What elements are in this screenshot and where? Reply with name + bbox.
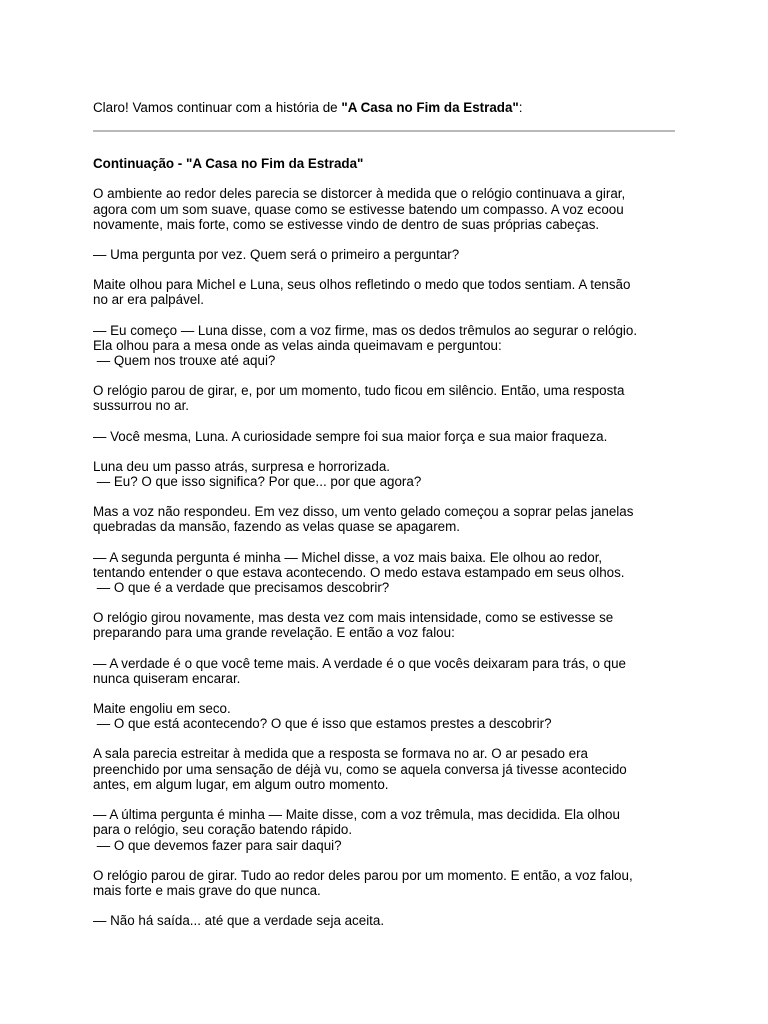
paragraph-line: quebradas da mansão, fazendo as velas quase se apagarem.: [93, 519, 461, 535]
story-paragraph: [93, 504, 683, 534]
horizontal-divider: [93, 130, 675, 132]
story-body: [93, 186, 683, 928]
paragraph-line: — Você mesma, Luna. A curiosidade sempre foi sua maior força e sua maior fraqueza.: [93, 428, 608, 444]
story-paragraph: [93, 550, 683, 596]
story-paragraph: [93, 323, 683, 369]
paragraph-line: — A última pergunta é minha — Maite disse, com a voz trêmula, mas decidida. Ela olhou: [93, 807, 620, 823]
paragraph-line: mais forte e mais grave do que nunca.: [93, 882, 321, 898]
story-paragraph: [93, 656, 683, 686]
story-paragraph: [93, 610, 683, 640]
intro-suffix: :: [518, 100, 523, 115]
story-paragraph: [93, 429, 683, 444]
paragraph-line: Maite engoliu em seco.: [93, 701, 231, 717]
story-paragraph: [93, 701, 683, 731]
paragraph-line: — Quem nos trouxe até aqui?: [93, 353, 276, 369]
story-paragraph: [93, 277, 683, 307]
paragraph-line: O relógio parou de girar, e, por um momento, tudo ficou em silêncio. Então, uma resposta: [93, 383, 625, 399]
intro-line: [93, 100, 683, 115]
paragraph-line: nunca quiseram encarar.: [93, 670, 241, 686]
paragraph-line: preenchido por uma sensação de déjà vu, como se aquela conversa já tivesse acontecido: [93, 761, 627, 777]
story-paragraph: [93, 746, 683, 792]
paragraph-line: O relógio girou novamente, mas desta vez com mais intensidade, como se estivesse se: [93, 610, 614, 626]
intro-prefix: Claro! Vamos continuar com a história de: [93, 100, 342, 115]
paragraph-line: — Não há saída... até que a verdade seja aceita.: [93, 913, 385, 929]
paragraph-line: Luna deu um passo atrás, surpresa e horrorizada.: [93, 458, 390, 474]
paragraph-line: — O que devemos fazer para sair daqui?: [93, 837, 342, 853]
paragraph-line: Ela olhou para a mesa onde as velas ainda queimavam e perguntou:: [93, 337, 502, 353]
paragraph-line: Maite olhou para Michel e Luna, seus olhos refletindo o medo que todos sentiam. A tensão: [93, 277, 631, 293]
paragraph-line: preparando para uma grande revelação. E então a voz falou:: [93, 625, 455, 641]
story-paragraph: [93, 807, 683, 853]
story-paragraph: [93, 868, 683, 898]
story-paragraph: [93, 186, 683, 232]
paragraph-line: Mas a voz não respondeu. Em vez disso, um vento gelado começou a soprar pelas janelas: [93, 504, 634, 520]
paragraph-line: — O que é a verdade que precisamos descobrir?: [93, 580, 390, 596]
story-title: "A Casa no Fim da Estrada": [341, 100, 519, 115]
section-heading: Continuação - "A Casa no Fim da Estrada": [93, 156, 364, 172]
story-paragraph: [93, 383, 683, 413]
paragraph-line: — A verdade é o que você teme mais. A verdade é o que vocês deixaram para trás, o que: [93, 655, 626, 671]
paragraph-line: novamente, mais forte, como se estivesse vindo de dentro de suas próprias cabeças.: [93, 216, 600, 232]
paragraph-line: antes, em algum lugar, em algum outro momento.: [93, 776, 389, 792]
paragraph-line: O relógio parou de girar. Tudo ao redor deles parou por um momento. E então, a voz falou,: [93, 867, 633, 883]
paragraph-line: tentando entender o que estava acontecendo. O medo estava estampado em seus olhos.: [93, 564, 625, 580]
paragraph-line: sussurrou no ar.: [93, 398, 190, 414]
paragraph-line: — Eu? O que isso significa? Por que... por que agora?: [93, 474, 422, 490]
paragraph-line: — Eu começo — Luna disse, com a voz firme, mas os dedos trêmulos ao segurar o relógio.: [93, 322, 638, 338]
paragraph-line: O ambiente ao redor deles parecia se distorcer à medida que o relógio continuava a girar,: [93, 186, 626, 202]
paragraph-line: A sala parecia estreitar à medida que a resposta se formava no ar. O ar pesado era: [93, 746, 588, 762]
paragraph-line: no ar era palpável.: [93, 292, 204, 308]
paragraph-line: para o relógio, seu coração batendo rápido.: [93, 822, 353, 838]
story-paragraph: [93, 247, 683, 262]
story-paragraph: [93, 913, 683, 928]
document-page: [93, 100, 683, 928]
paragraph-line: — A segunda pergunta é minha — Michel disse, a voz mais baixa. Ele olhou ao redor,: [93, 549, 603, 565]
story-paragraph: [93, 459, 683, 489]
paragraph-line: — O que está acontecendo? O que é isso que estamos prestes a descobrir?: [93, 716, 552, 732]
paragraph-line: — Uma pergunta por vez. Quem será o primeiro a perguntar?: [93, 247, 460, 263]
paragraph-line: agora com um som suave, quase como se estivesse batendo um compasso. A voz ecoou: [93, 201, 624, 217]
